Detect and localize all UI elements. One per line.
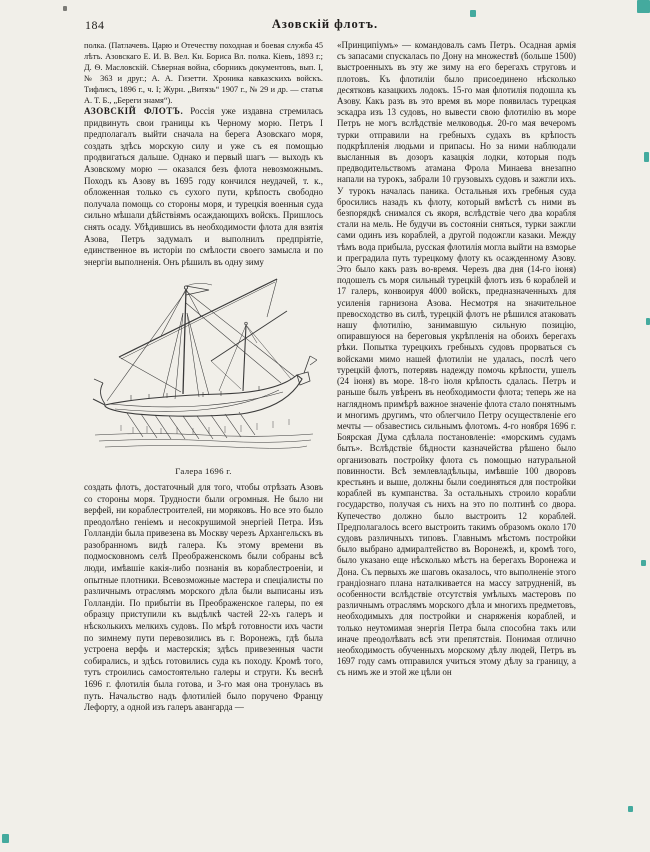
article-text-3: «Принципіумъ» — командовалъ самъ Петръ. Осадная армія съ запасами спускалась по Дону на множествѣ (больше 1500) выстроенныхъ въ эту же зиму на его берегахъ струговъ и плотовъ. Къ флотиліи было присоединено нѣсколько десятковъ казацкихъ лодокъ. 15-го мая флотилія подошла къ Азову. Какъ разъ въ это время въ море появилась турецкая эскадра изъ 13 судовъ, но вывести свою флотилію въ море Петръ не могъ вслѣдствіе мелководья. 20-го мая вечеромъ турки отправили на гребныхъ судахъ въ крѣпость подкрѣпленія людьми и припасы. Но за ними наблюдали высланныя въ дозоръ казацкія лодки, которыя подъ предводительствомъ атамана Фрола Минаева внезапно напали на турокъ, забрали 10 грузовыхъ судовъ и зажгли ихъ. У турокъ началась паника. Остальныя ихъ гребныя суда бросились назадъ къ флоту, который вмѣстѣ съ ними въ безпорядкѣ снимался съ якоря, вслѣдствіе чего два корабля стали на мель. Не будучи въ состояніи сняться, турки зажгли сами одинъ изъ кораблей, а другой подожгли казаки. Между тѣмъ вода прибыла, русская флотилія могла выйти на взморье и преградила путь турецкому флоту къ осажденному Азову. Это было какъ разъ во-время. Черезъ два дня (14-го іюня) подошелъ съ моря сильный турецкій флотъ изъ 6 кораблей и 17 галеръ, конвоируя 4000 войскъ, предназначенныхъ для усиленія гарнизона Азова. Несмотря на значительное превосходство въ силѣ, турецкій флотъ не рѣшился атаковать нашу флотилію, занимавшую сильную позицію, опиравшуюся на береговыя укрѣпленія на обоихъ берегахъ рѣки. Попытка турецкихъ гребныхъ судовъ прорваться съ войсками мимо нашей флотиліи не удалась, послѣ чего турецкій флотъ, потерявъ надежду помочь крѣпости, ушелъ (24 іюня) въ море. 18-го іюля крѣпость сдалась. Петръ и раньше былъ увѣренъ въ необходимости флота; теперь же на наглядномъ примѣрѣ важное значеніе флота стало понятнымъ и многимъ другимъ, что облегчило Петру осуществленіе его мечты — обзавестись сильнымъ флотомъ. 4-го ноября 1696 г. Боярская Дума сдѣлала постановленіе: «морскимъ судамъ быть». Вслѣдствіе бѣдности казначейства рѣшено было организовать постройку флота съ помощью натуральной повинности. Всѣ землевладѣльцы, имѣвшіе 100 дворовъ крестьянъ и выше, должны были соединяться для постройки кораблей въ кумпанства. За остальныхъ строило корабли государство, получая съ нихъ на это по полтинѣ со двора. Купечество должно было выстроить 12 кораблей. Предполагалось всего выстроить такимъ образомъ около 170 судовъ различныхъ типовъ. Главнымъ мѣстомъ постройки было выбрано адмиралтейство въ Воронежѣ, и, кромѣ того, было указано еще нѣсколько мѣстъ на берегахъ Воронежа и Дона. Съ первыхъ же шаговъ оказалось, что выполненіе этого грандіознаго плана наталкивается на массу затрудненій, въ особенности вслѣдствіе отсутствія умѣлыхъ мастеровъ по различнымъ отраслямъ морского дѣла и многихъ предметовъ, необходимыхъ для постройки и снаряженія кораблей, и только неутомимая энергія Петра была способна такъ или иначе преодолѣвать всѣ эти препятствія. Понимая отлично необходимость обученныхъ морскому дѣлу людей, Петръ въ 1697 году самъ отправился учиться этому дѣлу за границу, а съ нимъ же и этой же цѣли он [337,40,576,678]
scan-artifact [63,6,67,11]
scan-artifact [470,10,476,17]
figure-caption: Галера 1696 г. [175,466,232,477]
scan-artifact [644,152,649,162]
scan-artifact [628,806,633,812]
text-columns [84,40,576,714]
galley-engraving [91,273,317,463]
article-paragraph [84,106,323,268]
article-title: АЗОВСКІЙ ФЛОТЪ. [84,106,184,116]
galley-figure [84,273,323,478]
bibliography-paragraph: полка. (Патлачевъ. Царю и Отечеству походная и боевая служба 45 лѣтъ. Азовскаго Е. И. В. Вел. Кн. Бориса Вл. полка. Кіевъ, 1893 г.; Д. Ѳ. Масловскій. Сѣверная война, сборникъ документовъ, вып. I, № 363 и друг.; А. А. Гизетти. Хроника кавказскихъ войскъ. Тифлисъ, 1896 г., ч. I; Журн. „Витязь“ 1907 г., № 29 и др. — статья А. Т. Б., „Береги знамя“). [84,41,323,105]
scan-artifact [641,560,646,566]
scan-artifact [637,0,650,13]
article-text-1: Россія уже издавна стремилась придвинуть свои границы къ Черному морю. Петръ I предполагалъ выйти сначала на берега Азовскаго моря, создать здѣсь морскую силу и уже съ ея помощью продвигаться дальше. Однако и первый шагъ — выходъ къ Азовскому морю — оказался безъ флота невозможнымъ. Походъ къ Азову въ 1695 году кончился неудачей, т. к., обложенная только съ сухого пути, крѣпость свободно получала помощь со стороны моря, и турецкія военныя суда сильно мѣшали дѣйствіямъ осаждающихъ войскъ. Пришлось снять осаду. Убѣдившись въ необходимости флота для взятія Азова, Петръ задумалъ и выполнилъ предпріятіе, единственное въ исторіи по смѣлости своего замысла и по энергіи выполненія. Онъ рѣшилъ въ одну зиму [84,106,323,267]
scan-artifact [2,834,9,843]
running-title: Азовскій флотъ. [271,17,379,31]
scan-artifact [646,318,650,325]
right-column [337,40,576,714]
page-number: 184 [85,18,105,32]
left-column [84,40,323,714]
article-text-2: создать флотъ, достаточный для того, чтобы отрѣзать Азовъ со стороны моря. Трудности были огромныя. Не было ни верфей, ни кораблестроителей, ни моряковъ. Но все это было преодолѣно геніемъ и несокрушимой энергіей Петра. Изъ Голландіи была привезена въ Москву черезъ Архангельскъ въ разобранномъ видѣ галера. Къ этому времени въ подмосковномъ селѣ Преображенскомъ были собраны всѣ люди, имѣвшіе какія-либо познанія въ кораблестроеніи, и опытные плотники. Всевозможные мастера и спеціалисты по различнымъ отраслямъ морского дѣла были выписаны изъ Голландіи. По прибытіи въ Преображенское галеры, по ея образцу приступили къ выдѣлкѣ частей 22-хъ галеръ и нѣсколькихъ мелкихъ судовъ. По мѣрѣ готовности ихъ части по зимнему пути перевозились въ г. Воронежъ, гдѣ была устроена верфь и мастерскія; здѣсь привезенныя части собирались, и здѣсь готовились суда къ походу. Кромѣ того, тутъ строились самостоятельно галеры и струги. Къ веснѣ 1696 г. флотилія была готова, и 3-го мая она тронулась въ путь. Начальство надъ флотиліей было поручено Францу Лефорту, а одной изъ галеръ авангарда — [84,481,323,713]
